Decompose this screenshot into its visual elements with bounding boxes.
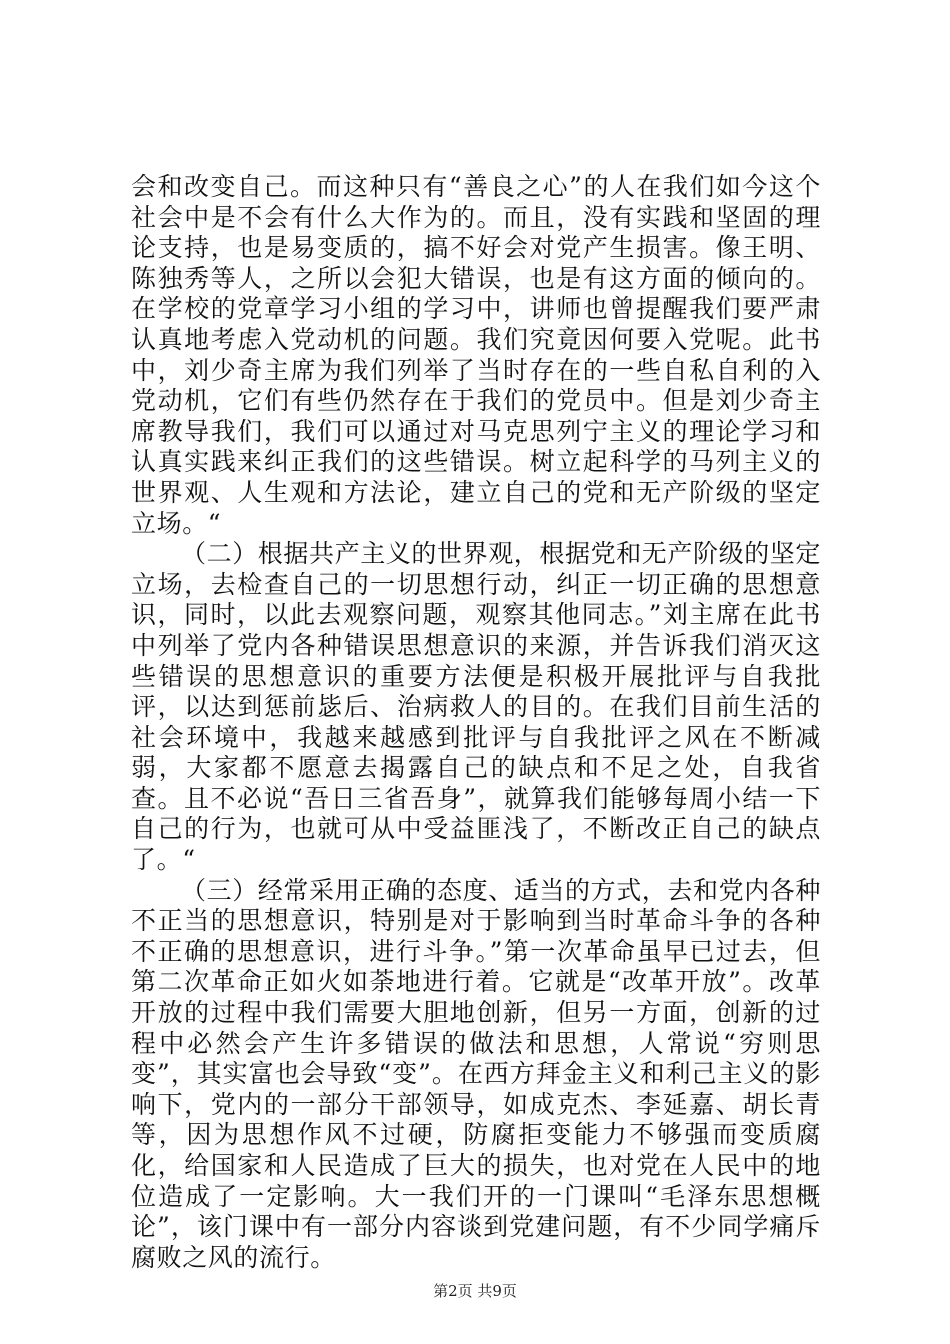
paragraph-1: 会和改变自己。而这种只有“善良之心”的人在我们如今这个社会中是不会有什么大作为的。而且，没有实践和坚固的理论支持，也是易变质的，搞不好会对党产生损害。像王明、陈独秀等人，之所以会犯大错误，也是有这方面的倾向的。在学校的党章学习小组的学习中，讲师也曾提醒我们要严肃认真地考虑入党动机的问题。我们究竟因何要入党呢。此书中，刘少奇主席为我们列举了当时存在的一些自私自利的入党动机，它们有些仍然存在于我们的党员中。但是刘少奇主席教导我们，我们可以通过对马克思列宁主义的理论学习和认真实践来纠正我们的这些错误。树立起科学的马列主义的世界观、人生观和方法论，建立自己的党和无产阶级的坚定立场。“ — [131, 172, 821, 538]
paragraph-2: （二）根据共产主义的世界观，根据党和无产阶级的坚定立场，去检查自己的一切思想行动，纠正一切正确的思想意识，同时，以此去观察问题，观察其他同志。”刘主席在此书中列举了党内各种错误思想意识的来源，并告诉我们消灭这些错误的思想意识的重要方法便是积极开展批评与自我批评，以达到惩前毖后、治病救人的目的。在我们目前生活的社会环境中，我越来越感到批评与自我批评之风在不断减弱，大家都不愿意去揭露自己的缺点和不足之处，自我省查。且不必说“吾日三省吾身”，就算我们能够每周小结一下自己的行为，也就可从中受益匪浅了，不断改正自己的缺点了。“ — [131, 539, 822, 875]
paragraph-3: （三）经常采用正确的态度、适当的方式，去和党内各种不正当的思想意识，特别是对于影响到当时革命斗争的各种不正确的思想意识，进行斗争。”第一次革命虽早已过去，但第二次革命正如火如荼地进行着。它就是“改革开放”。改革开放的过程中我们需要大胆地创新，但另一方面，创新的过程中必然会产生许多错误的做法和思想，人常说“穷则思变”，其实富也会导致“变”。在西方拜金主义和利己主义的影响下，党内的一部分干部领导，如成克杰、李延嘉、胡长青等，因为思想作风不过硬，防腐拒变能力不够强而变质腐化，给国家和人民造成了巨大的损失，也对党在人民中的地位造成了一定影响。大一我们开的一门课叫“毛泽东思想概论”，该门课中有一部分内容谈到党建问题，有不少同学痛斥腐败之风的流行。 — [131, 875, 822, 1272]
page-number-footer: 第2页 共9页 — [433, 1282, 517, 1300]
document-body — [131, 172, 821, 1273]
